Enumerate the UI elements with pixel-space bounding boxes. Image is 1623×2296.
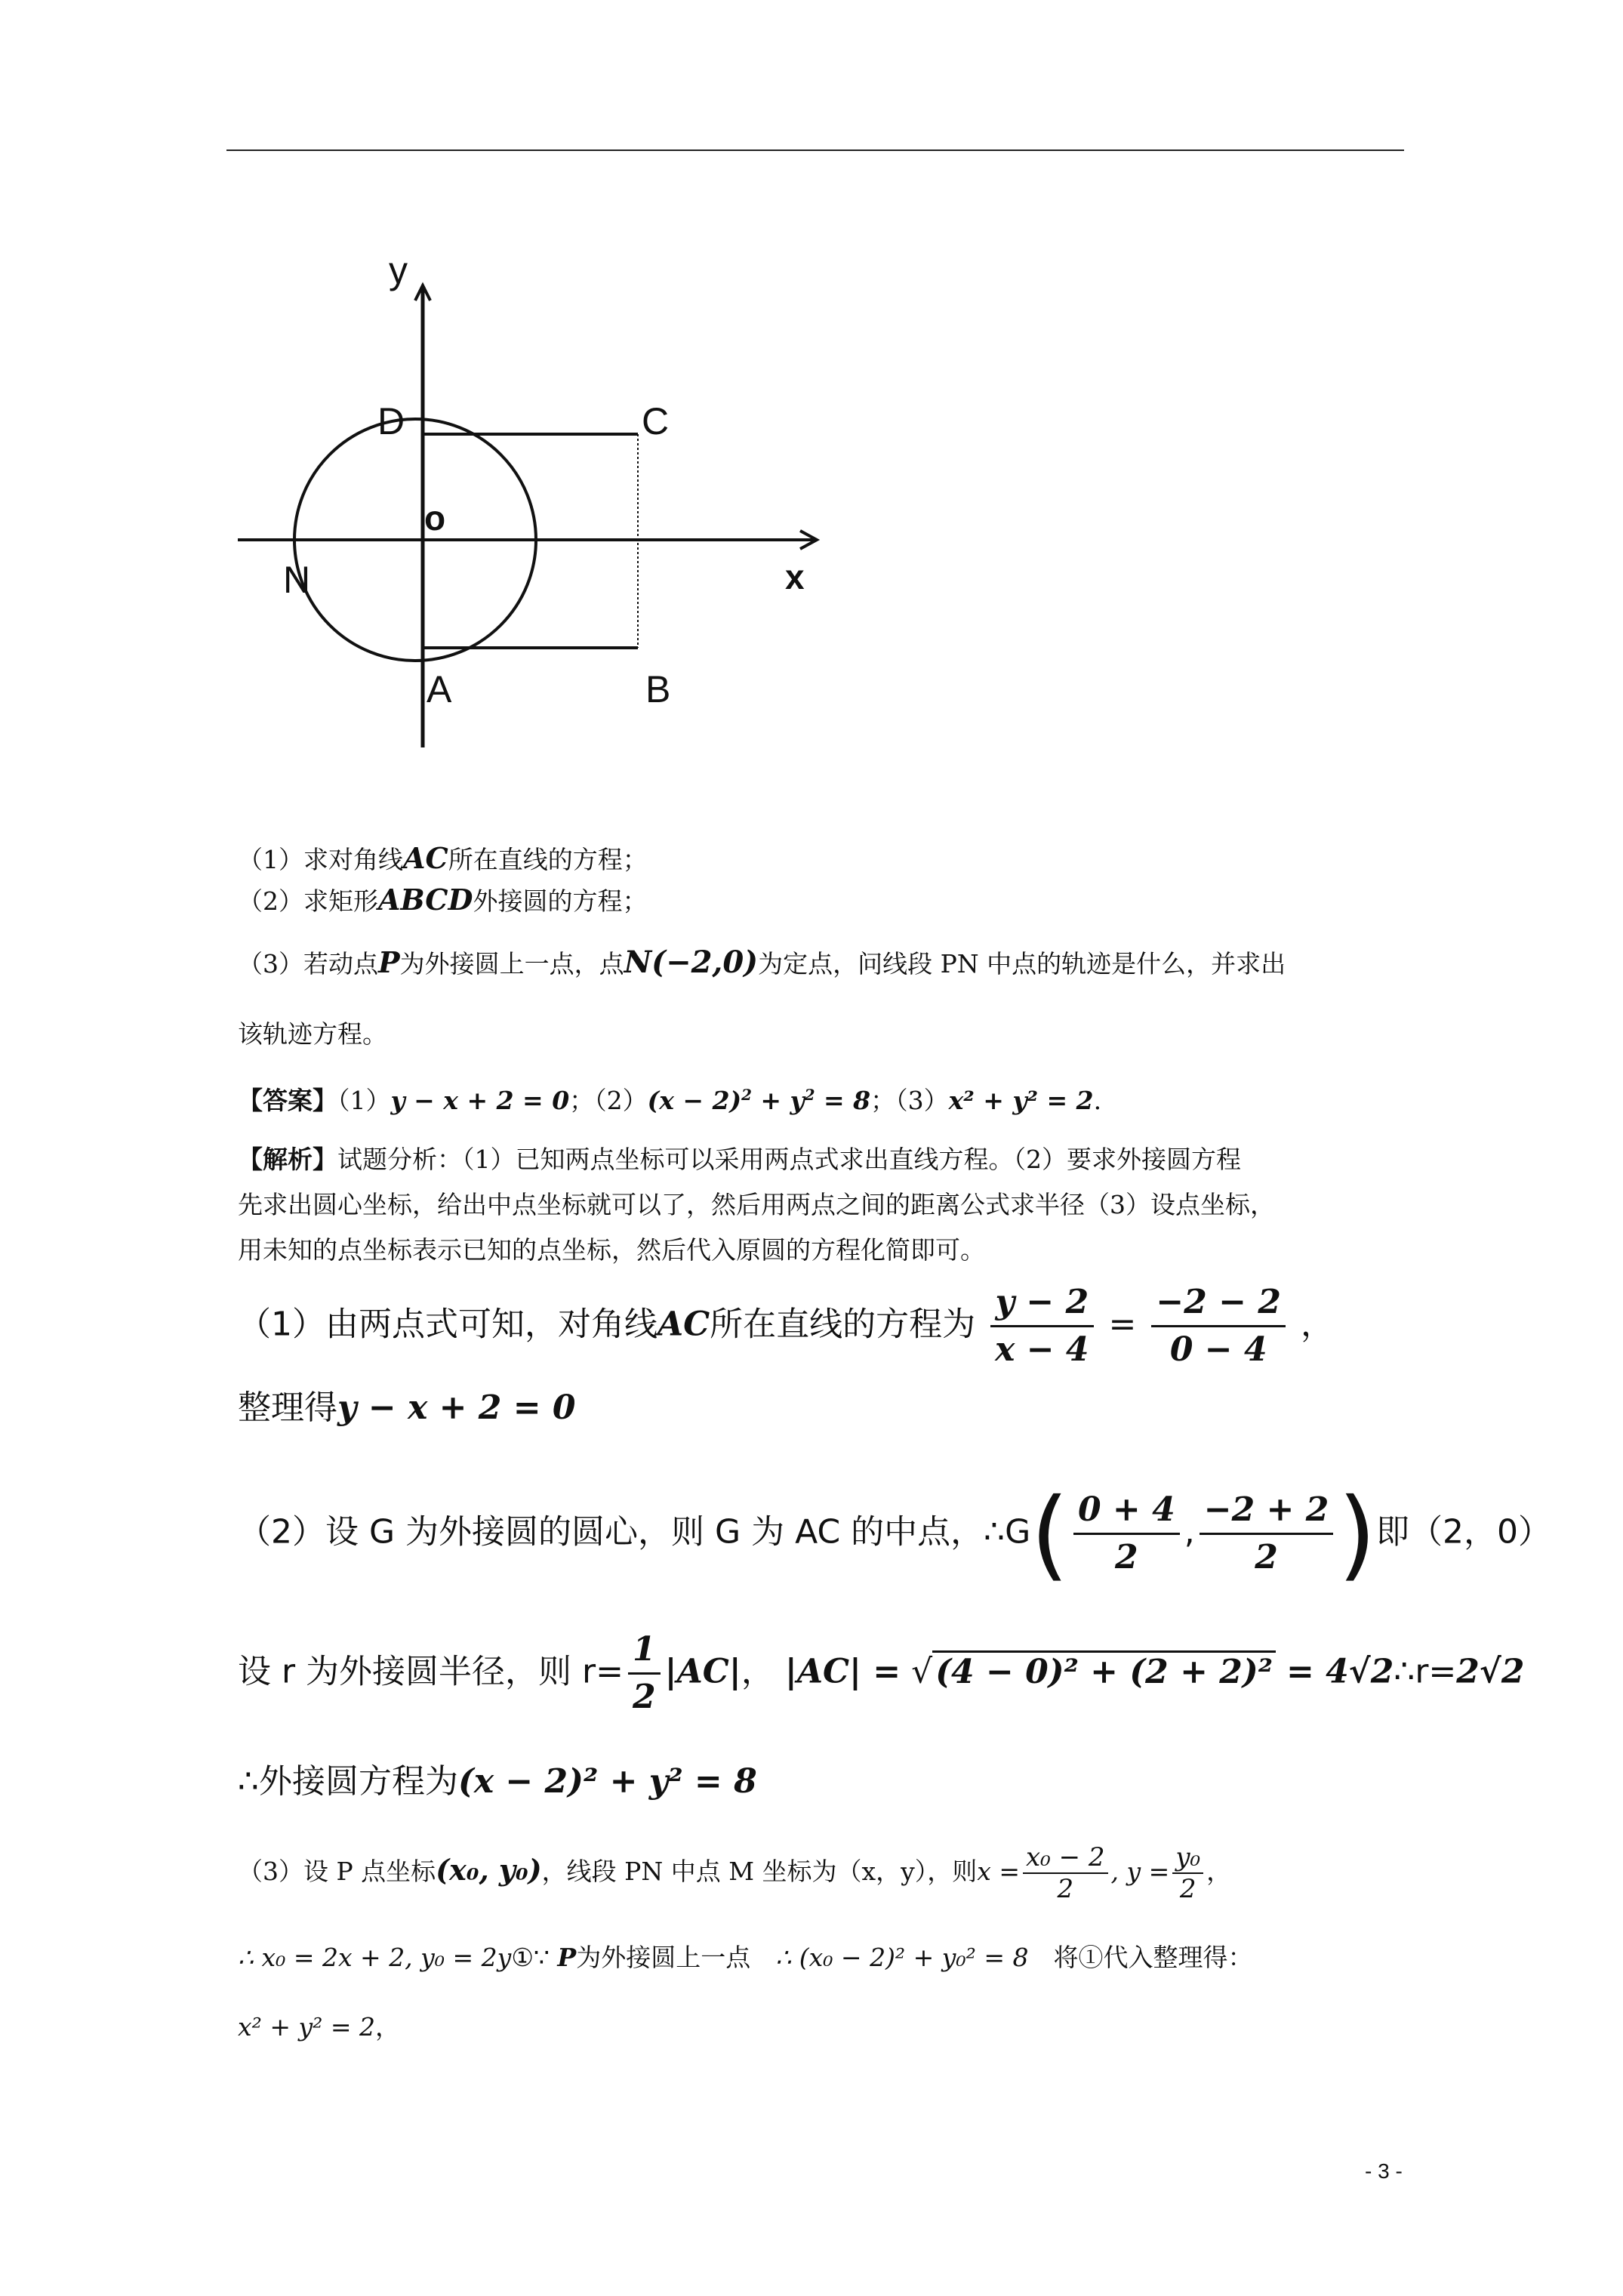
fraction-slope-right: $\frac{-2 - 2}{0 - 4}$	[1151, 1280, 1286, 1373]
label-y: y	[389, 249, 408, 291]
solution-1-result: 整理得y − x + 2 = 0	[238, 1388, 576, 1427]
geometry-figure	[226, 234, 830, 763]
label-n: N	[283, 559, 311, 601]
analysis-line-1: 【解析】试题分析：（1）已知两点坐标可以采用两点式求出直线方程。（2）要求外接圆方程	[238, 1145, 1241, 1174]
solution-3-line-2: ∴ x₀ = 2x + 2, y₀ = 2y①∵ P为外接圆上一点 ∴ (x₀ − 2)² + y₀² = 8 将①代入整理得：	[238, 1943, 1253, 1972]
label-a: A	[427, 668, 452, 710]
analysis-line-3: 用未知的点坐标表示已知的点坐标，然后代入原圆的方程化简即可。	[238, 1235, 985, 1265]
fraction-slope-left: $\frac{y - 2}{x - 4}$	[990, 1280, 1093, 1373]
analysis-line-2: 先求出圆心坐标，给出中点坐标就可以了，然后用两点之间的距离公式求半径（3）设点坐标，	[238, 1190, 1275, 1219]
question-1: （1）求对角线AC所在直线的方程；	[238, 841, 648, 875]
solution-2-circle: ∴外接圆方程为(x − 2)² + y² = 8	[238, 1762, 757, 1801]
solution-2-radius: 设 r 为外接圆半径，则 r= $\frac{1}{2}$ |AC|， |AC| = √(4 − 0)² + (2 + 2)² = 4√2∴r=2√2	[238, 1627, 1524, 1720]
solution-2: （2）设 G 为外接圆的圆心，则 G 为 AC 的中点，∴G( $\frac{0 + 4}{2}$ , $\frac{-2 + 2}{2}$ )即（2，0）	[238, 1476, 1552, 1592]
answer-line: 【答案】（1）y − x + 2 = 0；$(2)(x - 2)^2 + y^2 = 8$；（3）x² + y² = 2.	[238, 1086, 1102, 1115]
header-rule	[226, 149, 1404, 151]
label-x: x	[785, 557, 805, 596]
question-3: （3）若动点P为外接圆上一点，点N(−2,0)为定点，问线段 PN 中点的轨迹是什么，并求出	[238, 945, 1286, 980]
solution-3-line-3: x² + y² = 2，	[238, 2012, 400, 2042]
label-origin: o	[424, 498, 446, 538]
question-3-cont: 该轨迹方程。	[238, 1019, 387, 1049]
page-number: - 3 -	[1365, 2159, 1403, 2183]
solution-1: （1）由两点式可知，对角线AC所在直线的方程为 $\frac{y - 2}{x - 4}$ = $\frac{-2 - 2}{0 - 4}$ ，	[238, 1280, 1334, 1373]
solution-3: （3）设 P 点坐标(x₀, y₀)，线段 PN 中点 M 坐标为（x，y），则x = $\frac{\text{x₀ − 2}}{2}$ , y = $\frac{\text{y₀}}{2}$ ，	[238, 1842, 1232, 1904]
label-c: C	[642, 400, 670, 442]
label-b: B	[645, 668, 671, 710]
label-d: D	[377, 400, 405, 442]
question-2: （2）求矩形ABCD外接圆的方程；	[238, 883, 648, 917]
